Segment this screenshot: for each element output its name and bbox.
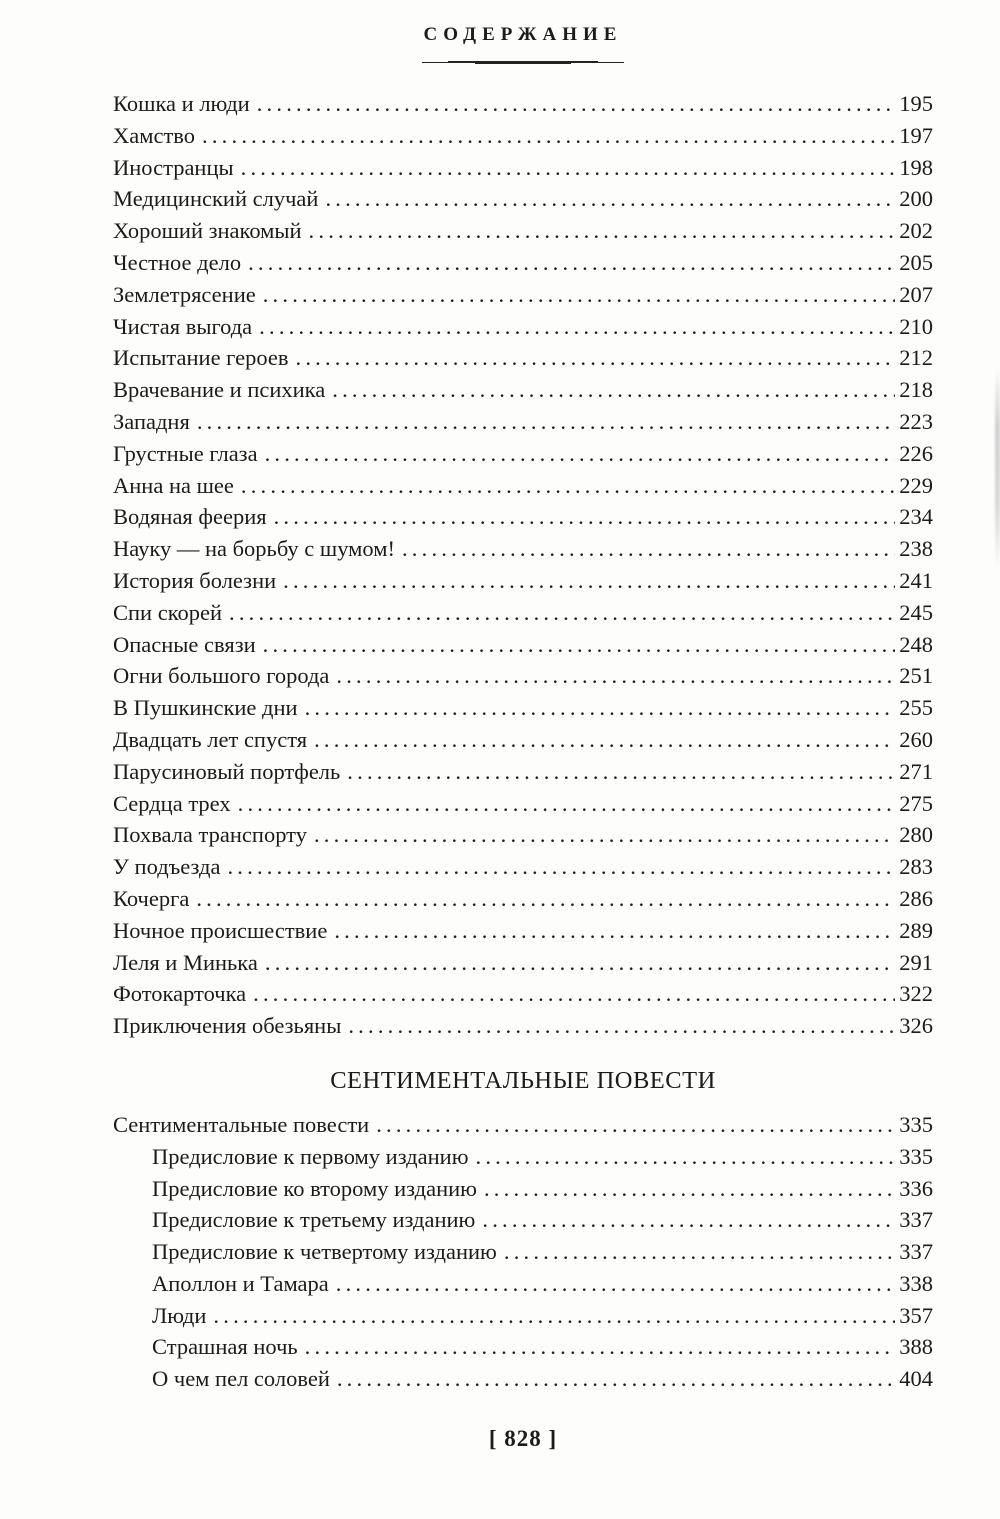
toc-entry [113,851,933,883]
toc-entry-title: Двадцать лет спустя [113,726,308,752]
toc-entry-title: Похвала транспорту [113,822,307,848]
toc-entry-page-number: 260 [899,726,933,752]
toc-entry-title: Чистая выгода [113,313,253,339]
toc-entry-page-number: 289 [899,917,933,943]
toc-entry-title: Приключения обезьяны [113,1013,342,1039]
dot-leader [263,629,896,661]
dot-leader [248,247,895,279]
toc-entry-title: Западня [113,408,190,434]
toc-entry [113,1300,933,1332]
toc-entry-page-number: 322 [899,981,933,1007]
toc-entry-page-number: 335 [899,1143,933,1169]
toc-entry [113,88,933,120]
toc-entry [113,533,933,565]
toc-entry-title: Предисловие к третьему изданию [152,1207,476,1233]
toc-entry-page-number: 202 [899,218,933,244]
toc-entry-page-number: 251 [899,663,933,689]
toc-entry-page-number: 271 [899,758,933,784]
toc-entry [113,819,933,851]
toc-entry-title: Огни большого города [113,663,330,689]
toc-entry [113,152,933,184]
toc-entry-title: Хамство [113,122,196,148]
toc-entry [113,501,933,533]
toc-entry [113,1363,933,1395]
toc-entry-title: Люди [152,1302,207,1328]
dot-leader [337,1363,895,1395]
toc-entry-title: В Пушкинские дни [113,695,298,721]
toc-entry-title: Предисловие ко второму изданию [152,1175,477,1201]
page-footer [113,1426,933,1452]
toc-entry-page-number: 326 [899,1013,933,1039]
toc-entry-page-number: 229 [899,472,933,498]
toc-entry [113,788,933,820]
toc-entry-page-number: 286 [899,885,933,911]
toc-entry-page-number: 238 [899,536,933,562]
toc-entry [113,311,933,343]
dot-leader [283,565,895,597]
dot-leader [348,1010,895,1042]
toc-entry-title: Предисловие к первому изданию [152,1143,469,1169]
toc-entry-page-number: 337 [899,1239,933,1265]
toc-entry [113,1331,933,1363]
toc-entry-title: Сердца трех [113,790,231,816]
toc-entry-page-number: 337 [899,1207,933,1233]
dot-leader [238,788,896,820]
page-number: [ 828 ] [488,1426,558,1452]
dot-leader [257,88,896,120]
toc-entry [113,406,933,438]
toc-entry [113,1204,933,1236]
dot-leader [305,692,896,724]
toc-entry-title: Предисловие к четвертому изданию [152,1239,497,1265]
toc-entry-title: Анна на шее [113,472,234,498]
toc-entry [113,120,933,152]
toc-entry [113,1109,933,1141]
decorative-rule-center [475,61,571,64]
toc-entry-title: Леля и Минька [113,949,258,975]
dot-leader [253,978,895,1010]
dot-leader [334,915,895,947]
dot-leader [202,120,895,152]
toc-entry-page-number: 207 [899,281,933,307]
toc-entry-title: Землетрясение [113,281,256,307]
dot-leader [227,851,895,883]
toc-entry-title: Врачевание и психика [113,377,326,403]
toc-entry-title: Кошка и люди [113,91,250,116]
toc-entry [113,883,933,915]
toc-entry-page-number: 195 [899,91,933,116]
toc-entry-page-number: 291 [899,949,933,975]
toc-entry-title: Фотокарточка [113,981,247,1007]
toc-entry-page-number: 283 [899,854,933,880]
toc-entry-title: Испытание героев [113,345,289,371]
toc-entry-page-number: 338 [899,1270,933,1296]
toc-entry [113,470,933,502]
toc-entry [113,692,933,724]
toc-entry-title: Спи скорей [113,599,223,625]
toc-entry-page-number: 404 [899,1366,933,1392]
toc-entry [113,978,933,1010]
dot-leader [336,1268,895,1300]
toc-entry-page-number: 198 [899,154,933,180]
dot-leader [296,342,896,374]
toc-entry [113,374,933,406]
dot-leader [241,470,895,502]
toc-entry [113,915,933,947]
section-heading: СЕНТИМЕНТАЛЬНЫЕ ПОВЕСТИ [330,1066,716,1094]
dot-leader [332,374,895,406]
dot-leader [376,1109,895,1141]
toc-entry [113,279,933,311]
toc-entry [113,1236,933,1268]
toc-entry [113,565,933,597]
toc-entry [113,1141,933,1173]
toc-entry-page-number: 234 [899,504,933,530]
dot-leader [484,1173,895,1205]
toc-entry-title: Хороший знакомый [113,218,302,244]
toc-entry-title: История болезни [113,567,277,593]
toc-entry-page-number: 245 [899,599,933,625]
toc-entry [113,215,933,247]
toc-entry-page-number: 197 [899,122,933,148]
decorative-rule [422,62,624,63]
toc-entry [113,1010,933,1042]
toc-entry [113,756,933,788]
dot-leader [259,311,895,343]
toc-entry [113,947,933,979]
toc-entry-page-number: 255 [899,695,933,721]
dot-leader [265,947,895,979]
toc-entry-page-number: 248 [899,631,933,657]
dot-leader [314,819,895,851]
toc-entry-title: Парусиновый портфель [113,758,341,784]
toc-entry-page-number: 218 [899,377,933,403]
toc-entry-title: Медицинский случай [113,186,319,212]
toc-entry-page-number: 357 [899,1302,933,1328]
dot-leader [196,883,895,915]
toc-entry-page-number: 200 [899,186,933,212]
toc-entry [113,438,933,470]
dot-leader [274,501,896,533]
dot-leader [325,183,895,215]
dot-leader [476,1141,896,1173]
toc-entry [113,342,933,374]
toc-entry-title: Кочерга [113,885,190,911]
dot-leader [305,1331,896,1363]
toc-entry-title: Опасные связи [113,631,256,657]
toc-entry-page-number: 388 [899,1334,933,1360]
toc-entry-title: Аполлон и Тамара [152,1270,329,1296]
toc-entry-title: Честное дело [113,249,242,275]
toc-entry-title: Иностранцы [113,154,234,180]
toc-entry-title: Грустные глаза [113,440,258,466]
dot-leader [213,1300,895,1332]
dot-leader [314,724,895,756]
dot-leader [504,1236,895,1268]
toc-entry-page-number: 335 [899,1111,933,1137]
toc-entry-title: Ночное происшествие [113,917,328,943]
dot-leader [402,533,895,565]
toc-entry-page-number: 212 [899,345,933,371]
toc-entry-page-number: 241 [899,567,933,593]
toc-entry-title: Сентиментальные повести [113,1111,370,1137]
toc-entry-page-number: 210 [899,313,933,339]
toc-entry-title: О чем пел соловей [152,1366,330,1392]
dot-leader [265,438,896,470]
toc-entry [113,247,933,279]
toc-entry [113,660,933,692]
toc-entry-page-number: 226 [899,440,933,466]
toc-entry-page-number: 336 [899,1175,933,1201]
toc-entry-title: Водяная феерия [113,504,267,530]
dot-leader [309,215,896,247]
dot-leader [197,406,895,438]
dot-leader [347,756,895,788]
toc-entry-page-number: 205 [899,249,933,275]
table-of-contents [113,88,933,1395]
dot-leader [482,1204,895,1236]
toc-entry [113,1268,933,1300]
toc-entry [113,629,933,661]
toc-entry [113,183,933,215]
toc-entry-page-number: 275 [899,790,933,816]
toc-entry-page-number: 280 [899,822,933,848]
toc-entry [113,724,933,756]
scan-edge-artifact [995,368,1000,568]
dot-leader [336,660,895,692]
page-title: СОДЕРЖАНИЕ [423,24,623,45]
dot-leader [241,152,896,184]
toc-entry-title: Страшная ночь [152,1334,298,1360]
toc-entry-title: У подъезда [113,854,221,880]
toc-entry [113,597,933,629]
toc-entry-page-number: 223 [899,408,933,434]
dot-leader [229,597,895,629]
toc-entry [113,1173,933,1205]
toc-entry-title: Науку — на борьбу с шумом! [113,536,395,562]
dot-leader [263,279,896,311]
